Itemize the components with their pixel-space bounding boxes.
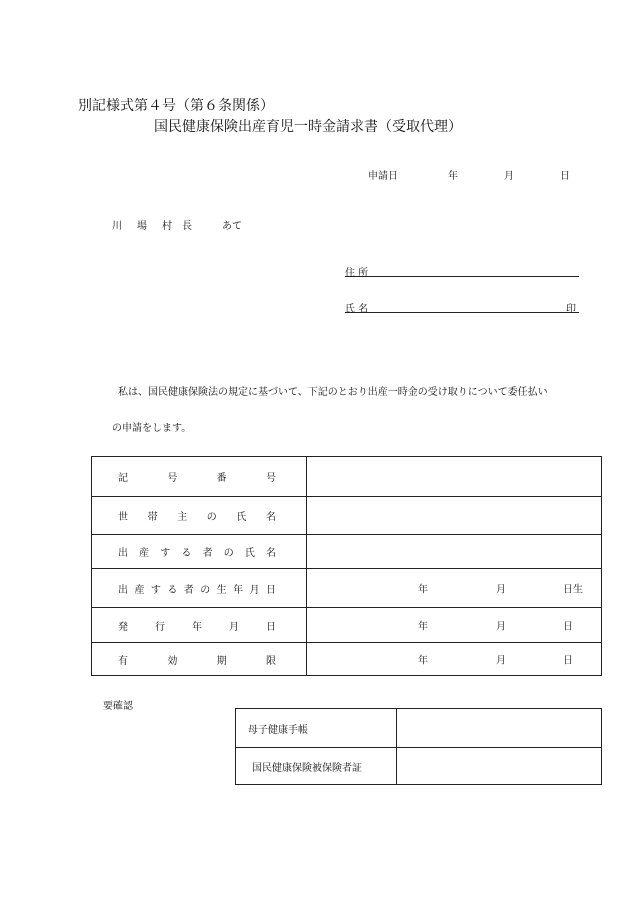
confirmation-table bbox=[235, 708, 602, 785]
table-row bbox=[92, 608, 602, 643]
application-date-label: 申請日 bbox=[368, 171, 398, 182]
name-label: 氏 名 bbox=[345, 304, 369, 315]
row-label: 発 行 年 月 日 bbox=[92, 608, 307, 643]
row-label: 記 号 番 号 bbox=[92, 457, 307, 497]
householder-name-field[interactable] bbox=[307, 497, 602, 535]
insurance-card-check[interactable] bbox=[397, 748, 602, 785]
row-label: 出 産 す る 者 の 氏 名 bbox=[92, 535, 307, 569]
table-row bbox=[236, 709, 602, 748]
seal-mark: 印 bbox=[566, 304, 576, 315]
body-text-line1: 私は、国民健康保険法の規定に基づいて、下記のとおり出産一時金の受け取りについて委任払い bbox=[118, 387, 548, 398]
body-text-line2: の申請をします。 bbox=[112, 423, 192, 434]
main-info-table bbox=[91, 456, 602, 676]
form-title: 国民健康保険出産育児一時金請求書（受取代理） bbox=[154, 119, 462, 135]
maternal-handbook-check[interactable] bbox=[397, 709, 602, 748]
row-label: 出 産 す る 者 の 生 年 月 日 bbox=[92, 569, 307, 608]
address-field[interactable] bbox=[345, 276, 579, 277]
table-row bbox=[92, 535, 602, 569]
address-label: 住 所 bbox=[345, 268, 369, 279]
table-row bbox=[92, 569, 602, 608]
table-row bbox=[92, 643, 602, 676]
form-reference: 別記様式第４号（第６条関係） bbox=[78, 98, 274, 114]
confirm-item-label: 母子健康手帳 bbox=[236, 709, 397, 748]
row-label: 有 効 期 限 bbox=[92, 643, 307, 676]
addressee-char: 川 bbox=[112, 221, 122, 232]
addressee-char: 村 bbox=[162, 221, 172, 232]
birth-giver-name-field[interactable] bbox=[307, 535, 602, 569]
table-row bbox=[92, 497, 602, 535]
date-day-unit: 日 bbox=[560, 171, 570, 182]
addressee-char: 場 bbox=[137, 221, 147, 232]
expiry-date-field[interactable]: 年 月 日 bbox=[307, 643, 602, 676]
issue-date-field[interactable]: 年 月 日 bbox=[307, 608, 602, 643]
date-year-unit: 年 bbox=[448, 171, 458, 182]
date-month-unit: 月 bbox=[504, 171, 514, 182]
name-field[interactable] bbox=[345, 312, 579, 313]
table-row bbox=[236, 748, 602, 785]
birthdate-field[interactable]: 年 月 日生 bbox=[307, 569, 602, 608]
table-row bbox=[92, 457, 602, 497]
row-label: 世 帯 主 の 氏 名 bbox=[92, 497, 307, 535]
addressee-honorific: あて bbox=[222, 221, 242, 232]
addressee-char: 長 bbox=[182, 221, 192, 232]
symbol-number-field[interactable] bbox=[307, 457, 602, 497]
confirm-item-label: 国民健康保険被保険者証 bbox=[236, 748, 397, 785]
confirm-heading: 要確認 bbox=[103, 701, 133, 712]
